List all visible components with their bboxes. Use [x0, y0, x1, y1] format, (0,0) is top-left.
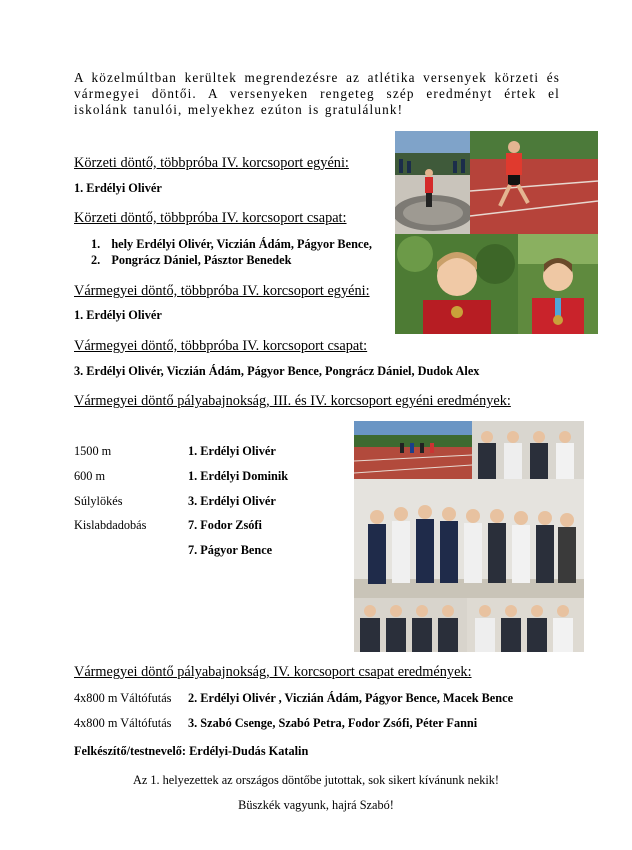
- photo-medalist-2: [518, 234, 598, 334]
- event-label: Kislabdadobás: [74, 518, 147, 532]
- result-korzeti-egyeni: 1. Erdélyi Olivér: [74, 181, 162, 195]
- event-label: 600 m: [74, 469, 106, 483]
- list-item-text: Pongrácz Dániel, Pásztor Benedek: [111, 253, 292, 267]
- event-result: 1. Erdélyi Olivér: [188, 444, 276, 458]
- photo-runner: [470, 131, 598, 234]
- photo-track-race: [354, 421, 472, 479]
- event-result: 3. Szabó Csenge, Szabó Petra, Fodor Zsófi, Péter Fanni: [188, 716, 478, 730]
- section-heading-varmegyei-csapat: Vármegyei döntő, többpróba IV. korcsoport csapat:: [74, 338, 368, 354]
- list-item-number: 1.: [91, 237, 101, 251]
- list-item-number: 2.: [91, 253, 101, 267]
- intro-paragraph: A közelmúltban kerültek megrendezésre az atlétika versenyek körzeti és vármegyei döntői. A versenyeken rengeteg szép eredményt értek el iskolánk tanulói, melyekhez ezúton is gratulálunk!: [74, 70, 560, 117]
- photo-boys-team: [467, 598, 584, 652]
- photo-girls-team: [354, 598, 467, 652]
- event-label: 4x800 m Váltófutás: [74, 716, 172, 730]
- event-label: 1500 m: [74, 444, 112, 458]
- event-result: 7. Págyor Bence: [188, 543, 273, 557]
- closing-line-1: Az 1. helyezettek az országos döntőbe jutottak, sok sikert kívánunk nekik!: [132, 773, 500, 787]
- photo-shot-put: [395, 131, 470, 234]
- event-label: Súlylökés: [74, 494, 123, 508]
- list-item: [91, 237, 372, 252]
- result-varmegyei-egyeni: 1. Erdélyi Olivér: [74, 308, 162, 322]
- event-result: 1. Erdélyi Dominik: [188, 469, 289, 483]
- section-heading-korzeti-egyeni: Körzeti döntő, többpróba IV. korcsoport egyéni:: [74, 155, 349, 171]
- result-varmegyei-csapat: 3. Erdélyi Olivér, Viczián Ádám, Págyor Bence, Pongrácz Dániel, Dudok Alex: [74, 364, 480, 378]
- event-label: 4x800 m Váltófutás: [74, 691, 172, 705]
- photo-medalist-1: [395, 234, 518, 334]
- list-item: [91, 253, 291, 268]
- closing-line-2: Büszkék vagyunk, hajrá Szabó!: [238, 798, 394, 812]
- event-result: 2. Erdélyi Olivér , Viczián Ádám, Págyor Bence, Macek Bence: [188, 691, 514, 705]
- section-heading-korzeti-csapat: Körzeti döntő, többpróba IV. korcsoport csapat:: [74, 210, 347, 226]
- section-heading-palyabajnoksag-csapat: Vármegyei döntő pályabajnokság, IV. korcsoport csapat eredmények:: [74, 664, 472, 680]
- coach-line: Felkészítő/testnevelő: Erdélyi-Dudás Katalin: [74, 744, 309, 758]
- event-result: 7. Fodor Zsófi: [188, 518, 262, 532]
- photo-medal-group-small: [472, 421, 584, 479]
- section-heading-palyabajnoksag-egyeni: Vármegyei döntő pályabajnokság, III. és IV. korcsoport egyéni eredmények:: [74, 393, 511, 409]
- section-heading-varmegyei-egyeni: Vármegyei döntő, többpróba IV. korcsoport egyéni:: [74, 283, 370, 299]
- list-item-text: hely Erdélyi Olivér, Viczián Ádám, Págyor Bence,: [111, 237, 372, 251]
- photo-team-group: [354, 479, 584, 598]
- event-result: 3. Erdélyi Olivér: [188, 494, 276, 508]
